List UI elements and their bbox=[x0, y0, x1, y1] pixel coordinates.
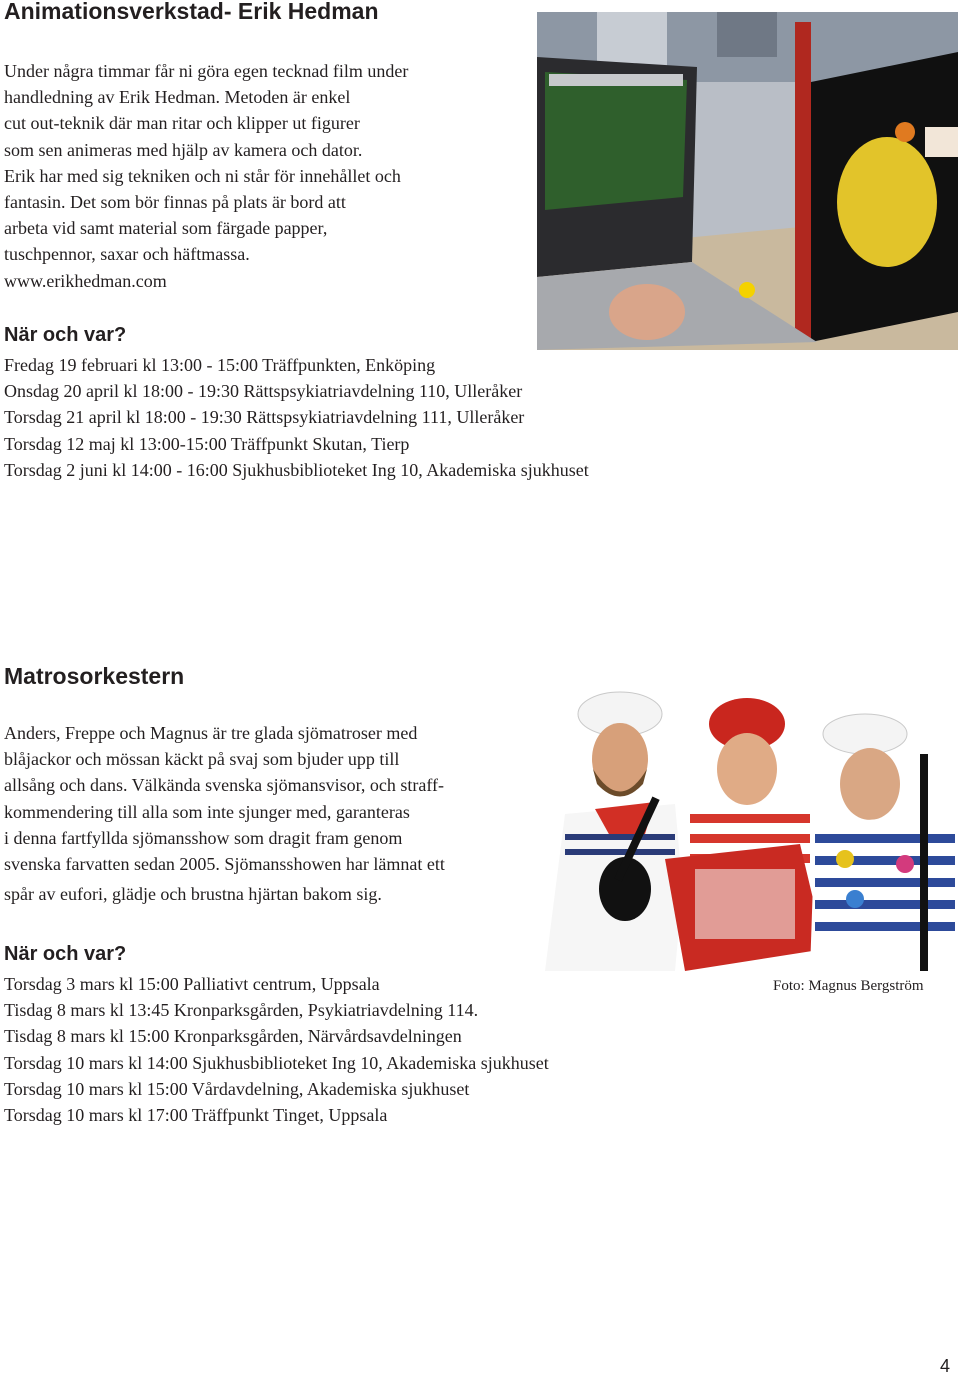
paragraph-line: allsång och dans. Välkända svenska sjömansvisor, och straff- bbox=[4, 775, 445, 796]
paragraph-line: kommendering till alla som inte sjunger med, garanteras bbox=[4, 801, 410, 822]
section2-when-heading: När och var? bbox=[4, 943, 127, 965]
animation-workshop-photo bbox=[537, 12, 958, 350]
section2-schedule-list bbox=[4, 971, 549, 1128]
list-item: Torsdag 3 mars kl 15:00 Palliativt centrum, Uppsala bbox=[4, 974, 380, 994]
paragraph-line: cut out-teknik där man ritar och klipper ut figurer bbox=[4, 113, 360, 134]
list-item: Tisdag 8 mars kl 15:00 Kronparksgården, Närvårdsavdelningen bbox=[4, 1026, 462, 1047]
paragraph-line: tuschpennor, saxar och häftmassa. bbox=[4, 244, 250, 265]
section1-description bbox=[4, 58, 408, 294]
list-item: Fredag 19 februari kl 13:00 - 15:00 Träffpunkten, Enköping bbox=[4, 355, 436, 375]
section1-schedule-list bbox=[4, 352, 589, 483]
paragraph-line: spår av eufori, glädje och brustna hjärtan bakom sig. bbox=[4, 884, 382, 905]
paragraph-line: arbeta vid samt material som färgade papper, bbox=[4, 218, 328, 239]
paragraph-line: fantasin. Det som bör finnas på plats är bord att bbox=[4, 192, 346, 213]
list-item: Torsdag 12 maj kl 13:00-15:00 Träffpunkt Skutan, Tierp bbox=[4, 433, 410, 454]
paragraph-line: Erik har med sig tekniken och ni står för innehållet och bbox=[4, 165, 401, 186]
band-photo bbox=[525, 684, 956, 971]
paragraph-line: i denna fartfyllda sjömansshow som dragit fram genom bbox=[4, 827, 403, 848]
section1-title: Animationsverkstad- Erik Hedman bbox=[4, 0, 379, 24]
paragraph-line: Under några timmar får ni göra egen tecknad film under bbox=[4, 61, 409, 81]
photo-credit: Foto: Magnus Bergström bbox=[773, 978, 924, 994]
list-item: Torsdag 21 april kl 18:00 - 19:30 Rättspsykiatriavdelning 111, Ulleråker bbox=[4, 407, 525, 428]
paragraph-line: svenska farvatten sedan 2005. Sjömansshowen har lämnat ett bbox=[4, 854, 445, 875]
list-item: Tisdag 8 mars kl 13:45 Kronparksgården, Psykiatriavdelning 114. bbox=[4, 1000, 479, 1021]
paragraph-line: handledning av Erik Hedman. Metoden är enkel bbox=[4, 87, 351, 108]
section2-title: Matrosorkestern bbox=[4, 663, 185, 689]
list-item: Torsdag 2 juni kl 14:00 - 16:00 Sjukhusbiblioteket Ing 10, Akademiska sjukhuset bbox=[4, 459, 589, 480]
paragraph-line: blåjackor och mössan käckt på svaj som bjuder upp till bbox=[4, 749, 400, 770]
paragraph-line: Anders, Freppe och Magnus är tre glada sjömatroser med bbox=[4, 723, 418, 743]
section2-description bbox=[4, 720, 445, 907]
section1-when-heading: När och var? bbox=[4, 324, 127, 346]
list-item: Torsdag 10 mars kl 14:00 Sjukhusbiblioteket Ing 10, Akademiska sjukhuset bbox=[4, 1052, 549, 1073]
page-number: 4 bbox=[940, 1356, 951, 1376]
list-item: Onsdag 20 april kl 18:00 - 19:30 Rättspsykiatriavdelning 110, Ulleråker bbox=[4, 381, 523, 402]
website-link[interactable]: www.erikhedman.com bbox=[4, 270, 167, 291]
paragraph-line: som sen animeras med hjälp av kamera och dator. bbox=[4, 139, 363, 160]
list-item: Torsdag 10 mars kl 17:00 Träffpunkt Tinget, Uppsala bbox=[4, 1105, 388, 1126]
list-item: Torsdag 10 mars kl 15:00 Vårdavdelning, Akademiska sjukhuset bbox=[4, 1078, 470, 1099]
